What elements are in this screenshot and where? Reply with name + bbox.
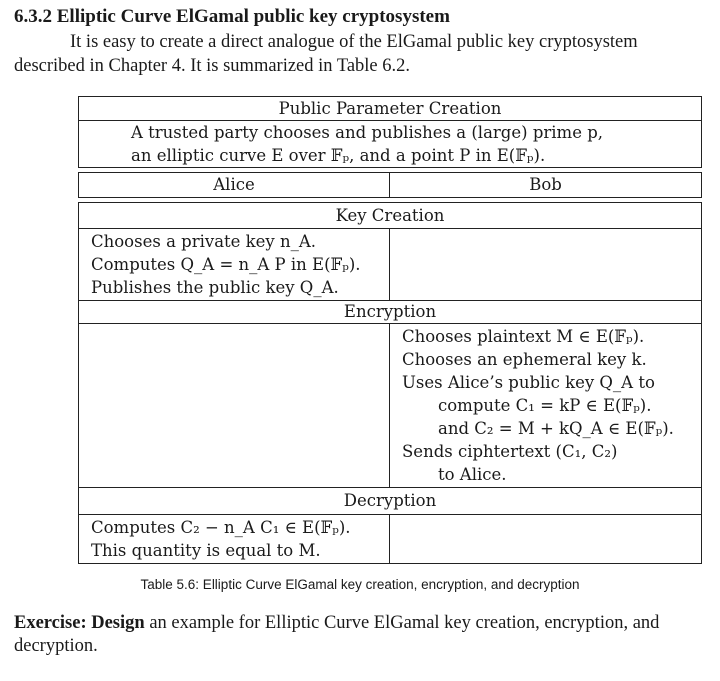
protocol-block <box>78 202 702 564</box>
bob-header: Bob <box>529 175 562 194</box>
key-line-1: Chooses a private key n_A. <box>91 232 317 251</box>
alice-header: Alice <box>79 173 390 197</box>
exercise-bold-word: Design <box>91 613 145 633</box>
encryption-alice <box>79 324 390 487</box>
elgamal-table <box>78 96 702 564</box>
key-creation-bob <box>390 229 701 300</box>
decryption-bob <box>390 515 701 563</box>
enc-line-6: Sends ciphtertext (C₁, C₂) <box>402 442 618 461</box>
enc-line-3: Uses Alice’s public key Q_A to <box>402 373 655 392</box>
enc-line-5: and C₂ = M + kQ_A ∈ E(𝔽ₚ). <box>438 419 674 438</box>
exercise-label: Exercise: <box>14 613 87 633</box>
decryption-title: Decryption <box>79 488 701 515</box>
decryption-row <box>79 515 701 563</box>
enc-line-4: compute C₁ = kP ∈ E(𝔽ₚ). <box>438 396 652 415</box>
intro-text: It is easy to create a direct analogue of the ElGamal public key cryptosystem described in Chapter 4. It is summarized in Table 6.2. <box>14 32 638 76</box>
section-heading: 6.3.2 Elliptic Curve ElGamal public key cryptosystem <box>14 6 450 27</box>
exercise-paragraph <box>14 612 704 658</box>
key-line-2: Computes Q_A = n_A P in E(𝔽ₚ). <box>91 255 361 274</box>
enc-line-2: Chooses an ephemeral key k. <box>402 350 647 369</box>
key-creation-alice <box>79 229 390 300</box>
enc-line-1: Chooses plaintext M ∈ E(𝔽ₚ). <box>402 327 645 346</box>
public-line-2: an elliptic curve E over 𝔽ₚ, and a point P in E(𝔽ₚ). <box>131 146 546 165</box>
enc-line-7: to Alice. <box>438 465 507 484</box>
public-line-1: A trusted party chooses and publishes a (large) prime p, <box>131 123 604 142</box>
key-line-3: Publishes the public key Q_A. <box>91 278 339 297</box>
encryption-row <box>79 324 701 488</box>
key-creation-title: Key Creation <box>79 203 701 229</box>
dec-line-1: Computes C₂ − n_A C₁ ∈ E(𝔽ₚ). <box>91 518 351 537</box>
party-header-row <box>78 172 702 198</box>
public-parameter-title: Public Parameter Creation <box>79 97 701 121</box>
exercise-text: an example for Elliptic Curve ElGamal key creation, encryption, and decryption. <box>14 613 660 656</box>
encryption-bob <box>390 324 701 487</box>
table-caption: Table 5.6: Elliptic Curve ElGamal key creation, encryption, and decryption <box>140 577 580 592</box>
decryption-alice <box>79 515 390 563</box>
encryption-title: Encryption <box>79 301 701 324</box>
intro-paragraph <box>14 30 704 78</box>
dec-line-2: This quantity is equal to M. <box>91 541 321 560</box>
key-creation-row <box>79 229 701 301</box>
public-parameter-block <box>78 96 702 168</box>
public-parameter-text <box>79 121 701 167</box>
